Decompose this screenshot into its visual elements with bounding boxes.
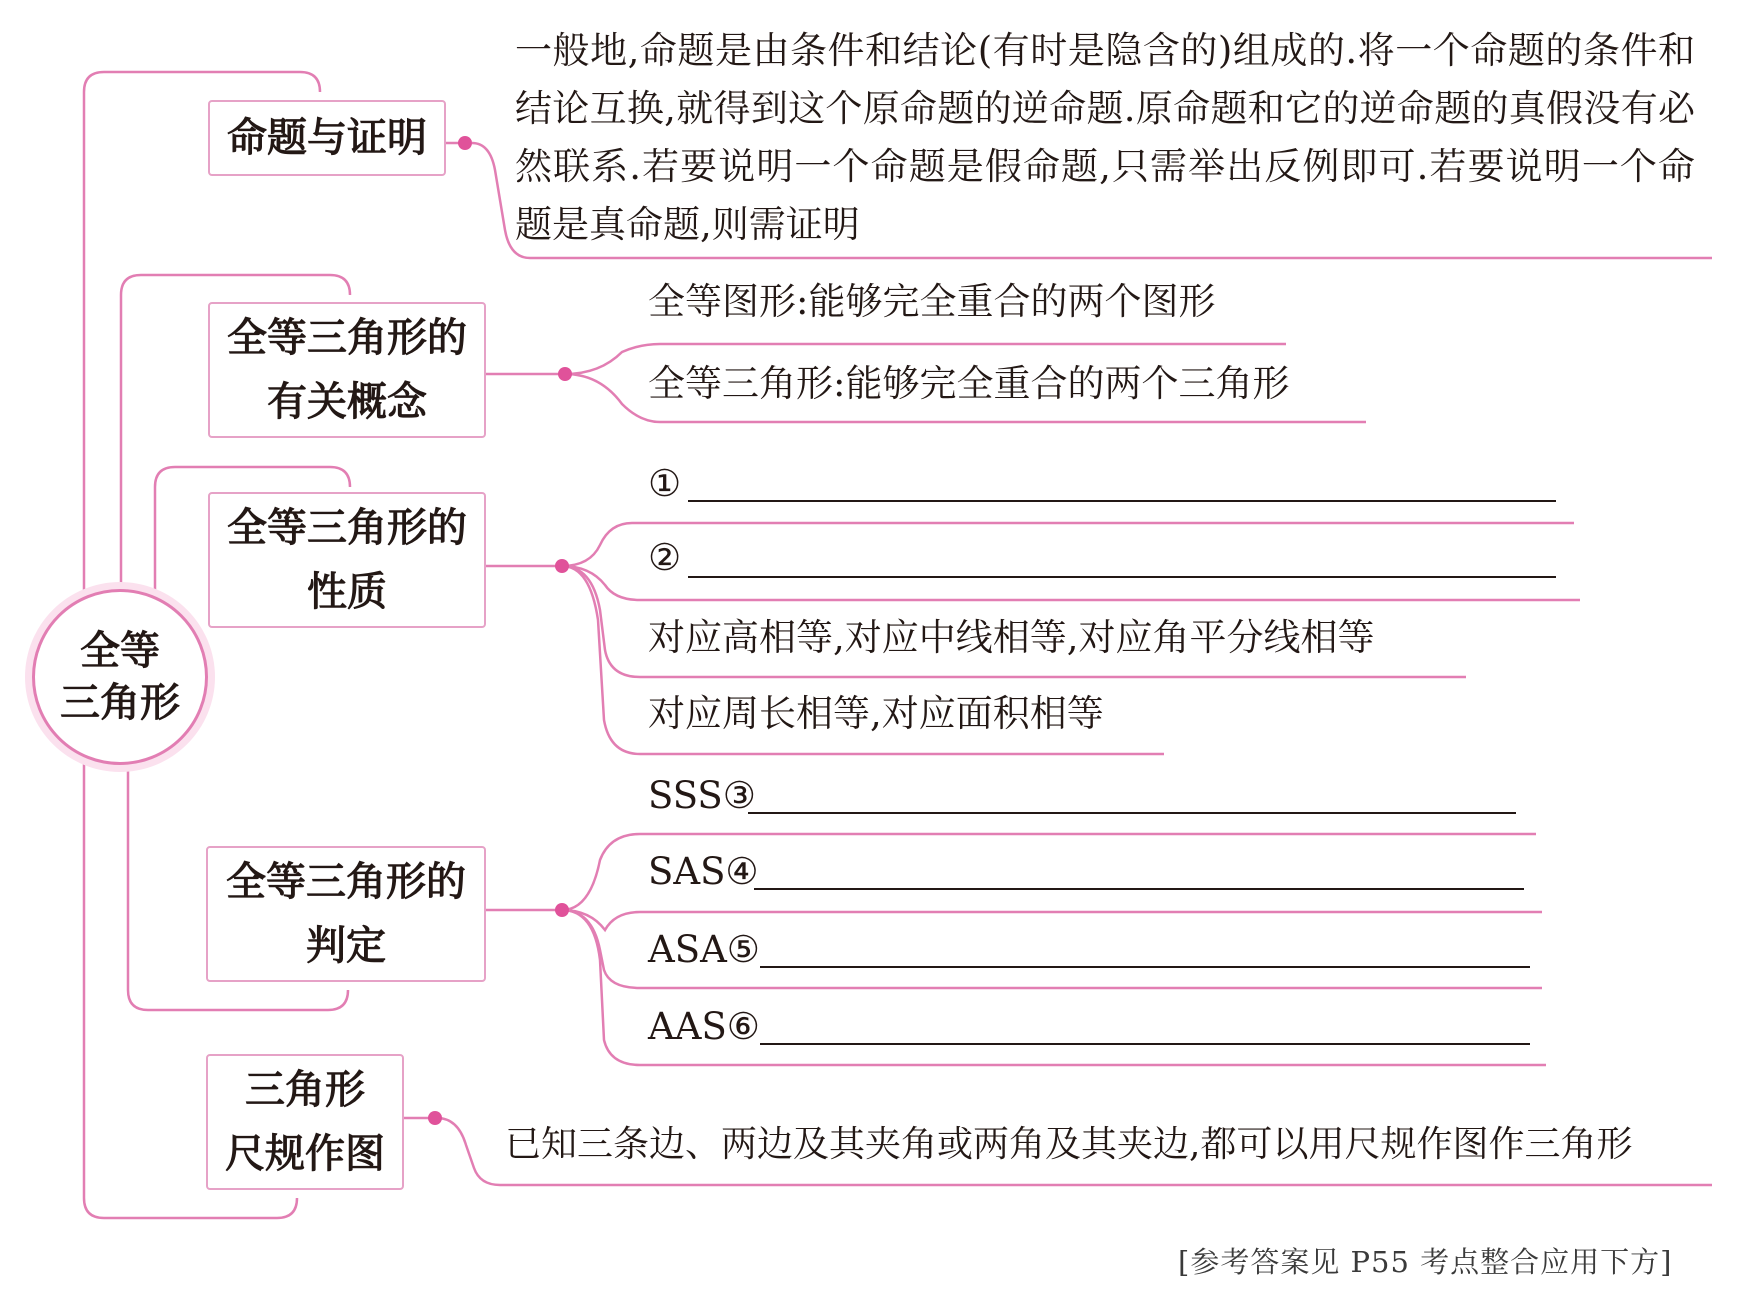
property-answer-blank-1[interactable]	[688, 500, 1556, 502]
criteria-item-sss: SSS③	[648, 774, 756, 817]
criteria-item-aas: AAS⑥	[648, 1005, 760, 1048]
property-answer-blank-2[interactable]	[688, 576, 1556, 578]
node-concepts	[208, 302, 486, 438]
answer-reference-note: [参考答案见 P55 考点整合应用下方]	[1178, 1245, 1673, 1279]
node-concepts-title-line2: 有关概念	[267, 379, 427, 425]
node-proposition-proof	[208, 100, 446, 176]
node-concepts-title-line1: 全等三角形的	[227, 315, 467, 361]
criteria-item-asa: ASA⑤	[648, 928, 760, 971]
node-construction	[206, 1054, 404, 1190]
node-dot-proposition	[458, 136, 472, 150]
criteria-answer-blank-asa[interactable]	[760, 966, 1530, 968]
criteria-answer-blank-sas[interactable]	[754, 888, 1524, 890]
node-proposition-title: 命题与证明	[227, 115, 427, 161]
node-criteria	[206, 846, 486, 982]
node-dot-concepts	[558, 367, 572, 381]
node-properties	[208, 492, 486, 628]
property-item-heights-medians: 对应高相等,对应中线相等,对应角平分线相等	[648, 616, 1375, 659]
criteria-item-sas: SAS④	[648, 850, 759, 893]
root-node-congruent-triangles	[32, 589, 208, 765]
node-construction-title-line2: 尺规作图	[225, 1131, 385, 1177]
property-item-2-label: ②	[648, 536, 682, 579]
proposition-description: 一般地,命题是由条件和结论(有时是隐含的)组成的.将一个命题的条件和结论互换,就得到这个原命题的逆命题.原命题和它的逆命题的真假没有必然联系.若要说明一个命题是假命题,只需举出反例即可.若要说明一个命题是真命题,则需证明	[515, 29, 1695, 246]
concept-item-congruent-triangles: 全等三角形:能够完全重合的两个三角形	[648, 362, 1290, 405]
construction-description: 已知三条边、两边及其夹角或两角及其夹边,都可以用尺规作图作三角形	[505, 1124, 1633, 1165]
node-dot-properties	[555, 559, 569, 573]
node-dot-construction	[428, 1111, 442, 1125]
concept-item-congruent-figures: 全等图形:能够完全重合的两个图形	[648, 280, 1216, 323]
node-properties-title-line2: 性质	[307, 569, 387, 615]
root-label-line1: 全等	[80, 628, 160, 674]
node-criteria-title-line1: 全等三角形的	[226, 859, 466, 905]
property-item-1-label: ①	[648, 462, 682, 505]
node-construction-title-line1: 三角形	[245, 1067, 365, 1113]
node-properties-title-line1: 全等三角形的	[227, 505, 467, 551]
root-label-line2: 三角形	[60, 680, 180, 726]
criteria-answer-blank-aas[interactable]	[760, 1043, 1530, 1045]
property-item-perimeter-area: 对应周长相等,对应面积相等	[648, 692, 1104, 735]
node-criteria-title-line2: 判定	[306, 923, 386, 969]
criteria-answer-blank-sss[interactable]	[748, 812, 1516, 814]
node-dot-criteria	[555, 903, 569, 917]
